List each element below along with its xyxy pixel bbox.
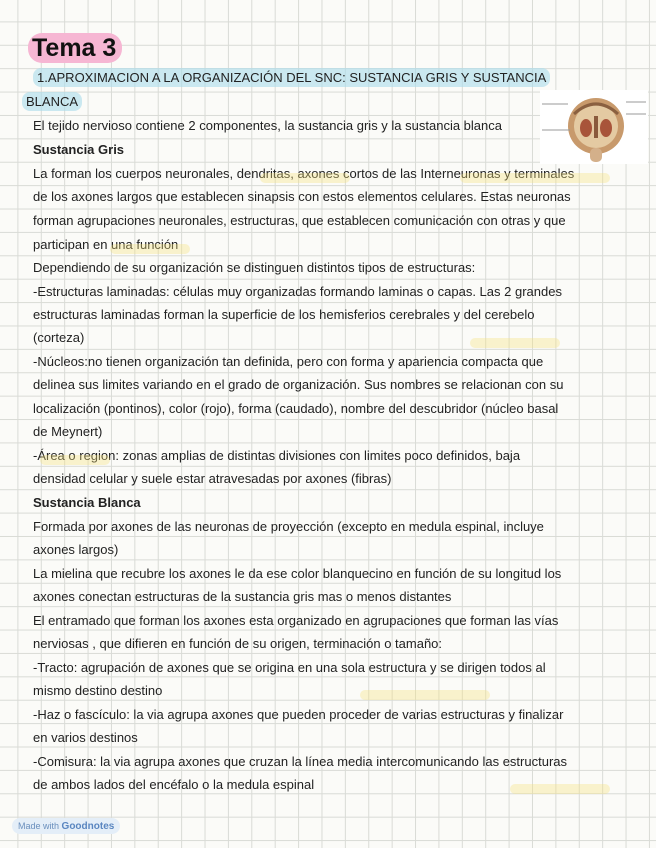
footer-prefix: Made with — [18, 821, 60, 831]
blanca-line-8: mismo destino destino — [33, 683, 163, 698]
gris-line-13: -Área o region: zonas amplias de distintas divisiones con limites poco definidos, baja — [33, 448, 521, 463]
footer-brand: Goodnotes — [61, 821, 115, 832]
gris-line-3: forman agrupaciones neuronales, estructuras, que establecen comunicación con otras y que — [33, 213, 566, 228]
blanca-line-1: Formada por axones de las neuronas de proyección (excepto en medula espinal, incluye — [33, 519, 544, 534]
blanca-line-12: de ambos lados del encéfalo o la medula espinal — [33, 777, 315, 792]
blanca-line-11: -Comisura: la via agrupa axones que cruzan la línea media intercomunicando las estructuras — [33, 754, 568, 769]
blanca-heading: Sustancia Blanca — [33, 495, 141, 510]
gris-line-9: -Núcleos:no tienen organización tan definida, pero con forma y apariencia compacta que — [33, 354, 544, 369]
gris-line-5: Dependiendo de su organización se distinguen distintos tipos de estructuras: — [33, 260, 476, 275]
section-heading-text-1: 1.APROXIMACION A LA ORGANIZACIÓN DEL SNC: SUSTANCIA GRIS Y SUSTANCIA — [33, 68, 550, 87]
blanca-line-10: en varios destinos — [33, 730, 138, 745]
blanca-line-3: La mielina que recubre los axones le da ese color blanquecino en función de su longitud los — [33, 566, 562, 581]
gris-line-12: de Meynert) — [33, 424, 103, 439]
blanca-line-4: axones conectan estructuras de la sustancia gris mas o menos distantes — [33, 589, 452, 604]
made-with-badge — [12, 818, 120, 834]
blanca-line-6: nerviosas , que difieren en función de su origen, terminación o tamaño: — [33, 636, 443, 651]
gris-line-1: La forman los cuerpos neuronales, dendritas, axones cortos de las Interneuronas y terminales — [33, 166, 575, 181]
gris-line-7: estructuras laminadas forman la superficie de los hemisferios cerebrales y del cerebelo — [33, 307, 535, 322]
gris-line-4: participan en una función — [33, 237, 179, 252]
gris-line-6: -Estructuras laminadas: células muy organizadas formando laminas o capas. Las 2 grandes — [33, 284, 562, 299]
gris-line-2: de los axones largos que establecen sinapsis con estos elementos celulares. Estas neuronas — [33, 189, 571, 204]
blanca-line-7: -Tracto: agrupación de axones que se origina en una sola estructura y se dirigen todos al — [33, 660, 546, 675]
gris-line-11: localización (pontinos), color (rojo), forma (caudado), nombre del descubridor (núcleo basal — [33, 401, 559, 416]
blanca-line-9: -Haz o fascículo: la via agrupa axones que pueden proceder de varias estructuras y finalizar — [33, 707, 564, 722]
gris-heading: Sustancia Gris — [33, 142, 125, 157]
page-title: Tema 3 — [28, 33, 122, 63]
section-heading-text-2: BLANCA — [22, 92, 82, 111]
intro-text: El tejido nervioso contiene 2 componentes, la sustancia gris y la sustancia blanca — [33, 118, 502, 133]
gris-line-14: densidad celular y suele estar atravesadas por axones (fibras) — [33, 471, 392, 486]
gris-line-8: (corteza) — [33, 330, 85, 345]
blanca-line-5: El entramado que forman los axones esta organizado en agrupaciones que forman las vías — [33, 613, 559, 628]
gris-line-10: delinea sus limites variando en el grado de organización. Sus nombres se relacionan con su — [33, 377, 564, 392]
blanca-line-2: axones largos) — [33, 542, 119, 557]
